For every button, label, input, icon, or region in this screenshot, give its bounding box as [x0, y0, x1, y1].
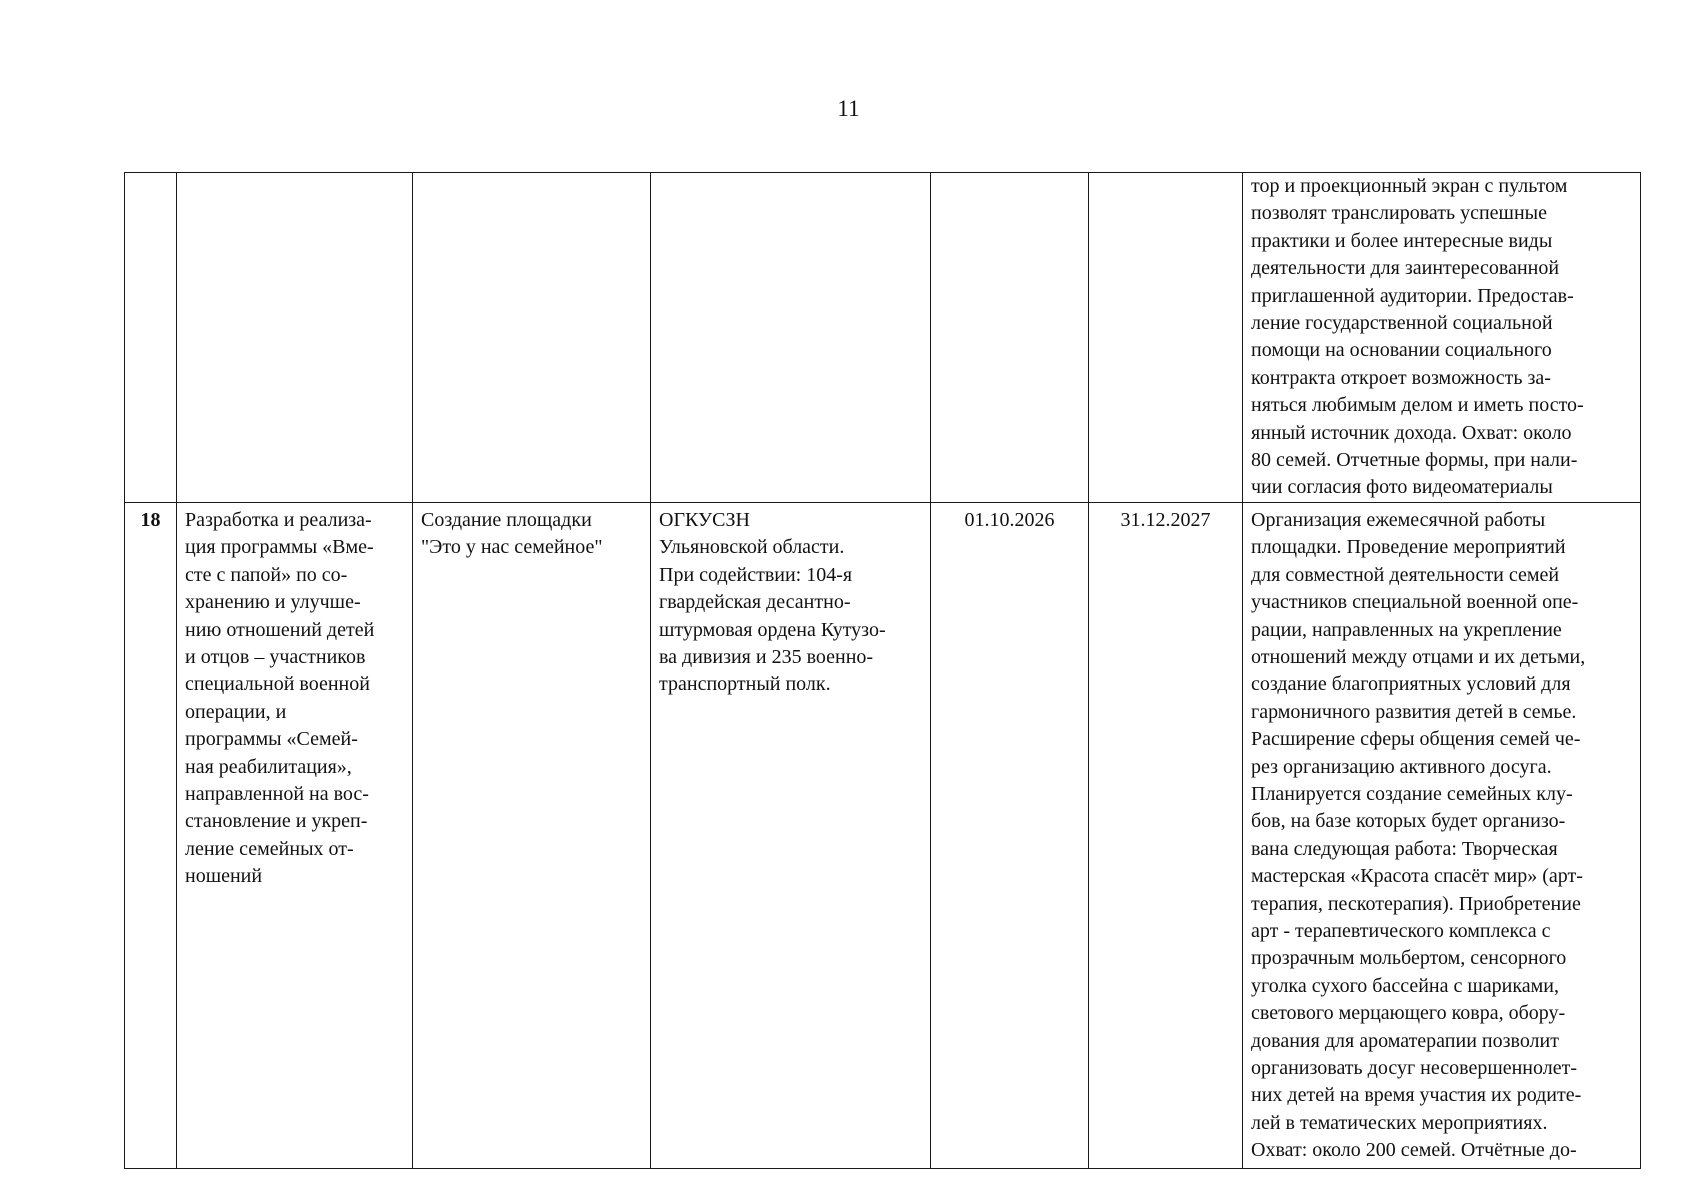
table-row	[125, 173, 1641, 503]
activity-cell	[413, 502, 651, 1168]
activity-text: Создание площадки "Это у нас семейное"	[421, 508, 603, 559]
event-cell	[177, 502, 413, 1168]
responsible-cell	[651, 173, 931, 503]
row-number: 18	[140, 508, 161, 531]
result-text: тор и проекционный экран с пультом позволят транслировать успешные практики и более интересные виды деятельности для заинтересованной приглашенной аудитории. Предостав- ление государственной социальной помощи на основании социального контракта откроет возможность за- няться любимым делом и иметь посто- янный источник дохода. Охват: около 80 семей. Отчетные формы, при нали- чии согласия фото видеоматериалы	[1251, 175, 1584, 499]
row-number-cell	[125, 502, 177, 1168]
activity-cell	[413, 173, 651, 503]
row-number-cell	[125, 173, 177, 503]
result-cell	[1243, 502, 1641, 1168]
event-text: Разработка и реализа- ция программы «Вме- сте с папой» по со- хранению и улучше- нию отношений детей и отцов – участников специальной военной операции, и программы «Семей- ная реабилитация», направленной на вос- становление и укреп- ление семейных от- ношений	[185, 508, 375, 888]
start-date: 01.10.2026	[964, 508, 1055, 531]
responsible-cell	[651, 502, 931, 1168]
result-cell	[1243, 173, 1641, 503]
start-date-cell	[931, 173, 1089, 503]
end-date-cell	[1089, 502, 1243, 1168]
start-date-cell	[931, 502, 1089, 1168]
plan-table	[124, 172, 1641, 1169]
table-row	[125, 502, 1641, 1168]
responsible-text: ОГКУСЗН Ульяновской области. При содействии: 104-я гвардейская десантно- штурмовая ордена Кутузо- ва дивизия и 235 военно- транспортный полк.	[659, 508, 886, 696]
result-text: Организация ежемесячной работы площадки. Проведение мероприятий для совместной деятельности семей участников специальной военной опе- рации, направленных на укрепление отношений между отцами и их детьми, создание благоприятных условий для гармоничного развития детей в семье. Расширение сферы общения семей че- рез организацию активного досуга. Планируется создание семейных клу- бов, на базе которых будет организо- вана следующая работа: Творческая мастерская «Красота спасёт мир» (арт- терапия, пескотерапия). Приобретение арт - терапевтического комплекса с прозрачным мольбертом, сенсорного уголка сухого бассейна с шариками, светового мерцающего ковра, обору- дования для ароматерапии позволит организовать досуг несовершеннолет- них детей на время участия их родите- лей в тематических мероприятиях. Охват: около 200 семей. Отчётные до-	[1251, 508, 1586, 1162]
end-date: 31.12.2027	[1120, 508, 1211, 531]
end-date-cell	[1089, 173, 1243, 503]
event-cell	[177, 173, 413, 503]
page-number: 11	[837, 96, 860, 121]
